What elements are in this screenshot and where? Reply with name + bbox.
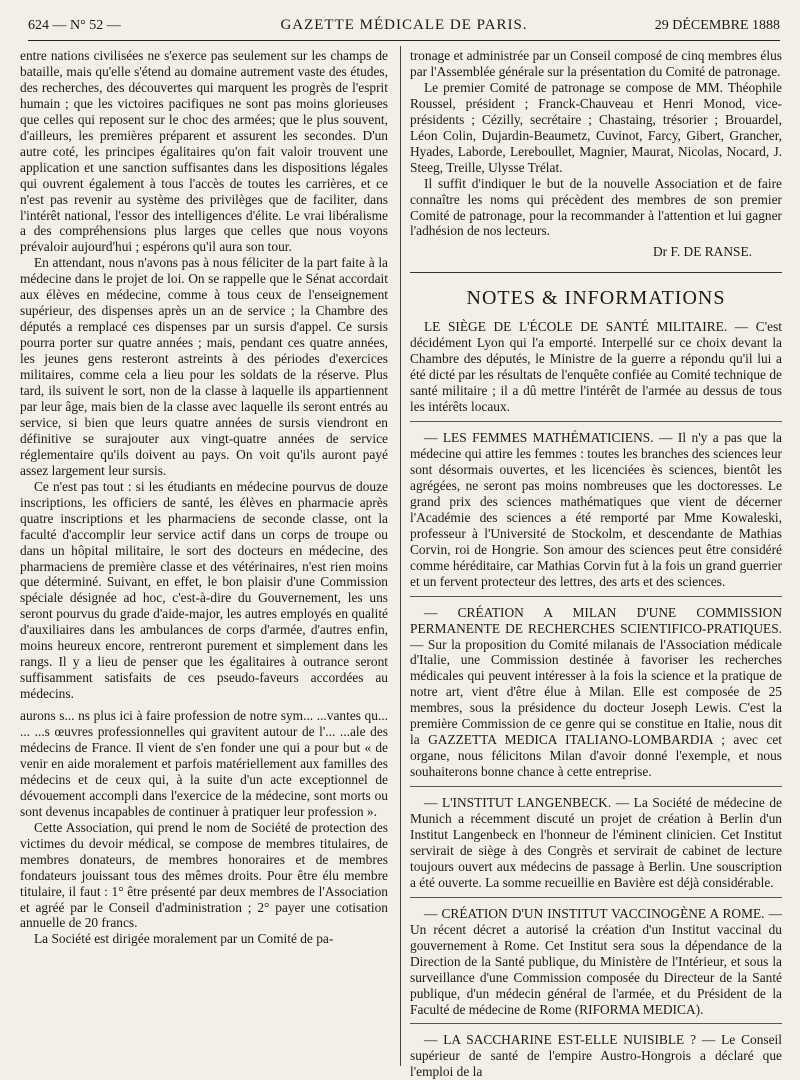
paragraph: entre nations civilisées ne s'exerce pas seulement sur les champs de bataille, mais qu'elle s'étend au domaine autrement vaste des études, des recherches, des découvertes qui marquent les progrès de l'esprit humain ; que les victoires pacifiques ne sont pas moins glorieuses que celles qui reposent sur le choc des armées; que le plus souvent, d'ailleurs, les premières préparent et assurent les secondes. D'un autre coté, les principes égalitaires qu'on fait valoir trouvent une application et une sanction suffisantes dans les dispositions légales qui ouvrent également à tous l'accès de toutes les carrières, et ce n'est pas revenir au système des privilèges que de faciliter, dans l'intérêt national, l'essor des intelligences d'élite. Le vrai libéralisme a des compréhensions plus larges que celles que nous voyons prévaloir aujourd'hui ; espérons qu'il aura son tour. <box>20 48 388 255</box>
left-column <box>20 48 388 947</box>
issue-date: 29 DÉCEMBRE 1888 <box>654 18 780 33</box>
news-item: — CRÉATION A MILAN D'UNE COMMISSION PERMANENTE DE RECHERCHES SCIENTIFICO-PRATIQUES. — Sur la proposition du Comité milanais de l'Association médicale d'Italie, une Commission destinée à favoriser les recherches médicales qui peuvent intéresser à la fois la science et la pratique de notre art, vient d'être élue à Milan. Elle est composée de 25 membres, sous la présidence du docteur Joseph Lewis. C'est la première Commission de ce genre qui se constitue en Italie, nous dit la GAZZETTA MEDICA ITALIANO-LOMBARDIA ; avec cet organe, nous félicitons Milan d'avoir donné l'exemple, et nous souhaiterons bonne chance à cette entreprise. <box>410 604 782 780</box>
news-item: — LA SACCHARINE EST-ELLE NUISIBLE ? — Le Conseil supérieur de santé de l'empire Austro-Hongrois a déclaré que l'emploi de la <box>410 1032 782 1080</box>
news-item: — CRÉATION D'UN INSTITUT VACCINOGÈNE A ROME. — Un récent décret a autorisé la création d'un Institut vaccinal du gouvernement à Rome. Cet Institut sera sous la dépendance de la Direction de la Santé publique, du Ministère de l'Intérieur, et sous la surveillance d'une Commission composée du Directeur de la Santé publique, d'un médecin général de l'armée, et du Président de la Faculté de médecine de Rome (RIFORMA MEDICA). <box>410 905 782 1017</box>
paragraph: aurons s... ns plus ici à faire profession de notre sym... ...vantes qu... ... ...s œuvres professionnelles qui gravitent autour de l'... ...ale des médecins de France. Il vient de s'en fonder une qui a pour but « de venir en aide moralement et parfois matériellement aux familles des médecins et de ceux qui, à la suite d'un acte exceptionnel de dévouement accompli dans l'exercice de la médecine, sont morts ou sont devenus incapables de continuer à pratiquer leur profession ». <box>20 708 388 819</box>
news-item: — LES FEMMES MATHÉMATICIENS. — Il n'y a pas que la médecine qui attire les femmes : toutes les branches des sciences leur sont désormais ouvertes, et les licenciées ès sciences, bientôt les agrégées, ne seront pas moins nombreuses que les doctoresses. Le grand prix des sciences mathématiques que vient de décerner l'Académie des sciences a été remporté par Mme Kowaleski, professeur à l'Université de Stockolm, et descendante de Mathias Corvin, roi de Hongrie. Son amour des sciences peut être considéré comme héréditaire, car Mathias Corvin fut à la fois un grand guerrier et un fervent protecteur des lettres, des arts et des sciences. <box>410 430 782 589</box>
paragraph: Le premier Comité de patronage se compose de MM. Théophile Roussel, président ; Franck-Chauveau et Henri Monod, vice-présidents ; Cézilly, secrétaire ; Chastaing, trésorier ; Brouardel, Léon Colin, Dujardin-Beaumetz, Cuvinot, Farcy, Gibert, Grancher, Hyades, Laborde, Lereboullet, Magnier, Maurat, Nicolas, Nocard, J. Steeg, Treille, Ulysse Trélat. <box>410 79 782 175</box>
page-header <box>28 14 780 41</box>
section-title: NOTES & INFORMATIONS <box>466 287 726 310</box>
news-item: LE SIÈGE DE L'ÉCOLE DE SANTÉ MILITAIRE. — C'est décidément Lyon qui l'a emporté. Interpellé sur ce choix devant la Chambre des députés, le Ministre de la guerre a répondu qu'il lui a été dicté par les résultats de l'enquête confiée au Comité technique de santé militaire ; il a dû mettre l'intérêt de l'armée au dessus de tous les intérêts locaux. <box>410 319 782 415</box>
column-divider <box>400 46 401 1066</box>
paragraph: tronage et administrée par un Conseil composé de cinq membres élus par l'Assemblée générale sur la présentation du Comité de patronage. <box>410 48 782 79</box>
section-divider <box>410 272 782 273</box>
right-column <box>410 48 782 1080</box>
item-divider <box>410 897 782 898</box>
signature: Dr F. DE RANSE. <box>653 244 752 260</box>
paragraph: Ce n'est pas tout : si les étudiants en médecine pourvus de douze inscriptions, les officiers de santé, les élèves en pharmacie après quatre inscriptions et les pharmaciens de seconde classe, ont la faculté d'accomplir leur service actif dans un corps de troupe ou dans un hôpital militaire, le sort des docteurs en médecine, des pharmaciens de première classe et des vétérinaires, n'est rien moins que déterminé. Suivant, en effet, le bon plaisir d'une Commission spéciale désignée ad hoc, c'est-à-dire du Gouvernement, les uns seront pourvus du grade d'aide-major, les autres employés en qualité d'auxiliaires dans les ambulances de corps d'armée, d'autres enfin, moins heureux encore, rentreront purement et simplement dans les rangs. Il y a lieu de penser que les égalitaires à outrance seront suffisamment satisfaits de ces pseudo-faveurs accordées au médecins. <box>20 478 388 702</box>
item-divider <box>410 786 782 787</box>
page-number: 624 — N° 52 — <box>28 18 121 33</box>
paragraph: En attendant, nous n'avons pas à nous féliciter de la part faite à la médecine dans le projet de loi. On se rappelle que le Sénat accordait aux élèves en médecine, comme à tous ceux de l'enseignement supérieur, des dispenses après un an de service ; la Chambre des députés a remplacé ces dispenses par un sursis d'appel. Ce sursis pourra porter sur quatre années ; mais, pendant ces quatre années, les jeunes gens resteront astreints à des périodes d'exercices militaires, comme cela a lieu pour les soldats de la réserve. Plus tard, ils suivent le sort, non de la classe à laquelle ils appartiennent par leur âge, mais bien de la classe avec laquelle ils seront entrés au service, si bien que leurs quatre années de sursis viendront en définitive se surajouter aux vingt-quatre années de service réglementaire qu'ils doivent au pays. On voit qu'ils auront payé assez largement leur sursis. <box>20 255 388 478</box>
item-divider <box>410 596 782 597</box>
item-divider <box>410 421 782 422</box>
paragraph: Cette Association, qui prend le nom de Société de protection des victimes du devoir médical, se compose de membres titulaires, de membres donateurs, de membres honoraires et de membres fondateurs jouissant tous des mêmes droits. Pour être élu membre titulaire, il faut : 1° être présenté par deux membres de l'Association et agréé par le Conseil d'administration ; 2° payer une cotisation annuelle de 20 francs. <box>20 819 388 931</box>
paragraph: Il suffit d'indiquer le but de la nouvelle Association et de faire connaître les noms qui précèdent des membres de son premier Comité de patronage, pour la recommander à l'attention et lui gagner l'adhésion de nos lecteurs. <box>410 175 782 239</box>
news-item: — L'INSTITUT LANGENBECK. — La Société de médecine de Munich a récemment discuté un projet de création à Berlin d'un Institut Langenbeck en l'honneur de l'éminent clinicien. Cet Institut servirait de siège à des Congrès et servirait de cabinet de lecture toujours ouvert aux médecins de passage à Berlin. Une souscription a été ouverte. La somme recueillie en Bavière est déjà considérable. <box>410 795 782 890</box>
item-divider <box>410 1023 782 1024</box>
journal-title: GAZETTE MÉDICALE DE PARIS. <box>280 17 528 33</box>
paragraph: La Société est dirigée moralement par un Comité de pa- <box>34 931 334 947</box>
